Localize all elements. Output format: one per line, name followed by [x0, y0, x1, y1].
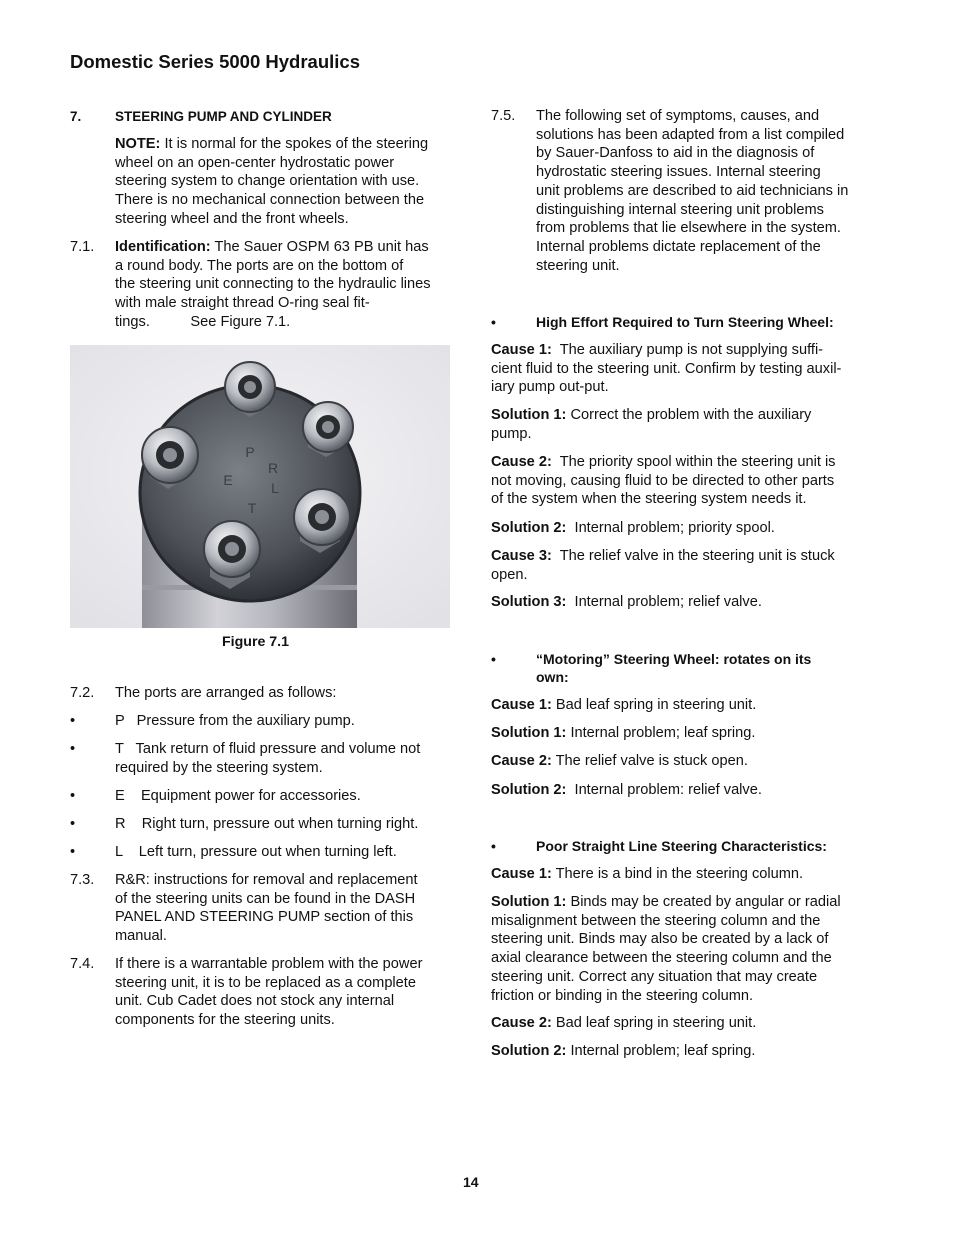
entry-line: steering unit. Binds may also be created by a lack of [491, 931, 829, 948]
warranty-line: components for the steering units. [115, 1012, 335, 1029]
entry-line: misalignment between the steering column and the [491, 912, 821, 929]
solution-label: Solution 1: [491, 894, 567, 910]
entry-line: There is a bind in the steering column. [551, 866, 804, 882]
symptom-entry [491, 341, 881, 397]
cause-label: Cause 2: [491, 454, 552, 470]
entry-line: Bad leaf spring in steering unit. [551, 697, 757, 713]
symptom-entry [491, 1042, 881, 1061]
warranty-paragraph [115, 955, 455, 1030]
rr-line: R&R: instructions for removal and replacement [115, 872, 418, 888]
rr-line: PANEL AND STEERING PUMP section of this [115, 909, 414, 926]
rr-paragraph [115, 871, 455, 946]
intro-line: hydrostatic steering issues. Internal steering [536, 164, 821, 181]
symptom-entry [491, 724, 881, 743]
entry-line: The auxiliary pump is not supplying suffi- [551, 342, 824, 358]
section-title: STEERING PUMP AND CYLINDER [115, 109, 332, 124]
bullet: • [70, 844, 76, 860]
cause-label: Cause 2: [491, 753, 552, 769]
intro-line: by Sauer-Danfoss to aid in the diagnosis of [536, 145, 815, 162]
item-number: 7.3. [70, 872, 95, 888]
cause-label: Cause 1: [491, 697, 552, 713]
solution-label: Solution 1: [491, 725, 567, 741]
symptom-title-line: own: [536, 669, 569, 685]
symptom-entry [491, 547, 881, 584]
symptom-title [536, 650, 886, 686]
port-mark-p: P [245, 444, 255, 460]
entry-line: Bad leaf spring in steering unit. [551, 1015, 757, 1031]
entry-line: Internal problem; leaf spring. [566, 725, 756, 741]
warranty-line: steering unit, it is to be replaced as a complete [115, 974, 416, 991]
entry-line: axial clearance between the steering column and the [491, 950, 832, 967]
port-e-text: E Equipment power for accessories. [115, 788, 361, 804]
note-paragraph [115, 135, 455, 229]
entry-line: cient fluid to the steering unit. Confirm by testing auxil- [491, 360, 842, 377]
symptoms-intro [536, 107, 886, 275]
entry-line: pump. [491, 425, 532, 442]
port-mark-e: E [223, 472, 233, 488]
identification-line: with male straight thread O-ring seal fit- [115, 295, 370, 312]
symptom-entry [491, 1014, 881, 1033]
entry-line: not moving, causing fluid to be directed to other parts [491, 472, 835, 489]
port-p-text: P Pressure from the auxiliary pump. [115, 713, 355, 729]
cause-label: Cause 3: [491, 548, 552, 564]
identification-line: a round body. The ports are on the bottom of [115, 257, 404, 274]
symptom-entry [491, 519, 881, 538]
identification-line: The Sauer OSPM 63 PB unit has [210, 239, 429, 255]
symptom-entry [491, 752, 881, 771]
item-number: 7.4. [70, 956, 95, 972]
entry-line: of the system when the steering system needs it. [491, 491, 807, 508]
note-line: steering system to change orientation with use. [115, 173, 420, 190]
rr-line: manual. [115, 928, 167, 945]
port-t-line: required by the steering system. [115, 759, 323, 776]
cause-label: Cause 1: [491, 342, 552, 358]
rr-line: of the steering units can be found in the DASH [115, 890, 416, 907]
solution-label: Solution 3: [491, 594, 567, 610]
symptom-title-line: “Motoring” Steering Wheel: rotates on its [536, 651, 812, 667]
port-mark-t: T [247, 500, 257, 516]
port-t-line: T Tank return of fluid pressure and volume not [115, 741, 421, 757]
note-line: wheel on an open-center hydrostatic power [115, 154, 395, 171]
warranty-line: unit. Cub Cadet does not stock any internal [115, 993, 395, 1010]
entry-line: Internal problem; priority spool. [566, 520, 775, 536]
port-r-text: R Right turn, pressure out when turning right. [115, 816, 419, 832]
solution-label: Solution 2: [491, 520, 567, 536]
intro-line: solutions has been adapted from a list compiled [536, 126, 845, 143]
bullet: • [70, 788, 76, 804]
bullet: • [70, 816, 76, 832]
bullet: • [491, 314, 496, 330]
bullet: • [491, 838, 496, 854]
warranty-line: If there is a warrantable problem with the power [115, 956, 423, 972]
item-number: 7.1. [70, 239, 95, 255]
symptom-entry [491, 893, 881, 1005]
entry-line: open. [491, 566, 528, 583]
intro-line: The following set of symptoms, causes, and [536, 108, 820, 124]
entry-line: The relief valve is stuck open. [551, 753, 748, 769]
symptom-entry [491, 593, 881, 612]
port-l-text: L Left turn, pressure out when turning left. [115, 844, 397, 860]
note-line: There is no mechanical connection between the [115, 192, 425, 209]
symptom-entry [491, 865, 881, 884]
intro-line: distinguishing internal steering unit problems [536, 201, 824, 218]
entry-line: friction or binding in the steering column. [491, 987, 754, 1004]
bullet: • [70, 741, 76, 757]
intro-line: unit problems are described to aid technicians in [536, 182, 849, 199]
note-label: NOTE: [115, 136, 161, 152]
port-mark-l: L [271, 480, 279, 496]
item-number: 7.2. [70, 685, 95, 701]
page-number: 14 [463, 1174, 479, 1190]
cause-label: Cause 1: [491, 866, 552, 882]
note-line: It is normal for the spokes of the steering [160, 136, 429, 152]
solution-label: Solution 1: [491, 407, 567, 423]
entry-line: steering unit. Correct any situation that may create [491, 968, 818, 985]
entry-line: iary pump out-put. [491, 379, 609, 396]
intro-line: Internal problems dictate replacement of the [536, 238, 821, 255]
solution-label: Solution 2: [491, 1043, 567, 1059]
bullet: • [70, 713, 76, 729]
symptom-entry [491, 453, 881, 509]
entry-line: The priority spool within the steering unit is [551, 454, 836, 470]
solution-label: Solution 2: [491, 782, 567, 798]
section-number: 7. [70, 109, 82, 124]
symptom-entry [491, 781, 881, 800]
symptom-entry [491, 696, 881, 715]
entry-line: Binds may be created by angular or radial [566, 894, 841, 910]
intro-line: steering unit. [536, 257, 620, 274]
entry-line: Internal problem; relief valve. [566, 594, 762, 610]
entry-line: Correct the problem with the auxiliary [566, 407, 812, 423]
identification-label: Identification: [115, 239, 211, 255]
identification-line: tings. See Figure 7.1. [115, 313, 291, 330]
entry-line: Internal problem: relief valve. [566, 782, 762, 798]
symptom-entry [491, 406, 881, 443]
figure-caption: Figure 7.1 [222, 634, 290, 650]
page-title: Domestic Series 5000 Hydraulics [70, 51, 360, 72]
port-mark-r: R [267, 460, 279, 476]
steering-unit-photo [70, 345, 450, 628]
identification-line: the steering unit connecting to the hydraulic lines [115, 276, 431, 293]
cause-label: Cause 2: [491, 1015, 552, 1031]
port-t-text [115, 740, 455, 777]
entry-line: The relief valve in the steering unit is stuck [551, 548, 835, 564]
intro-line: from problems that lie elsewhere in the system. [536, 220, 841, 237]
symptom-title: Poor Straight Line Steering Characteristics: [536, 838, 827, 854]
entry-line: Internal problem; leaf spring. [566, 1043, 756, 1059]
bullet: • [491, 651, 496, 667]
note-line: steering wheel and the front wheels. [115, 210, 349, 227]
item-number: 7.5. [491, 108, 516, 124]
identification-paragraph [115, 238, 455, 332]
ports-intro: The ports are arranged as follows: [115, 685, 337, 701]
symptom-title: High Effort Required to Turn Steering Wheel: [536, 314, 834, 330]
